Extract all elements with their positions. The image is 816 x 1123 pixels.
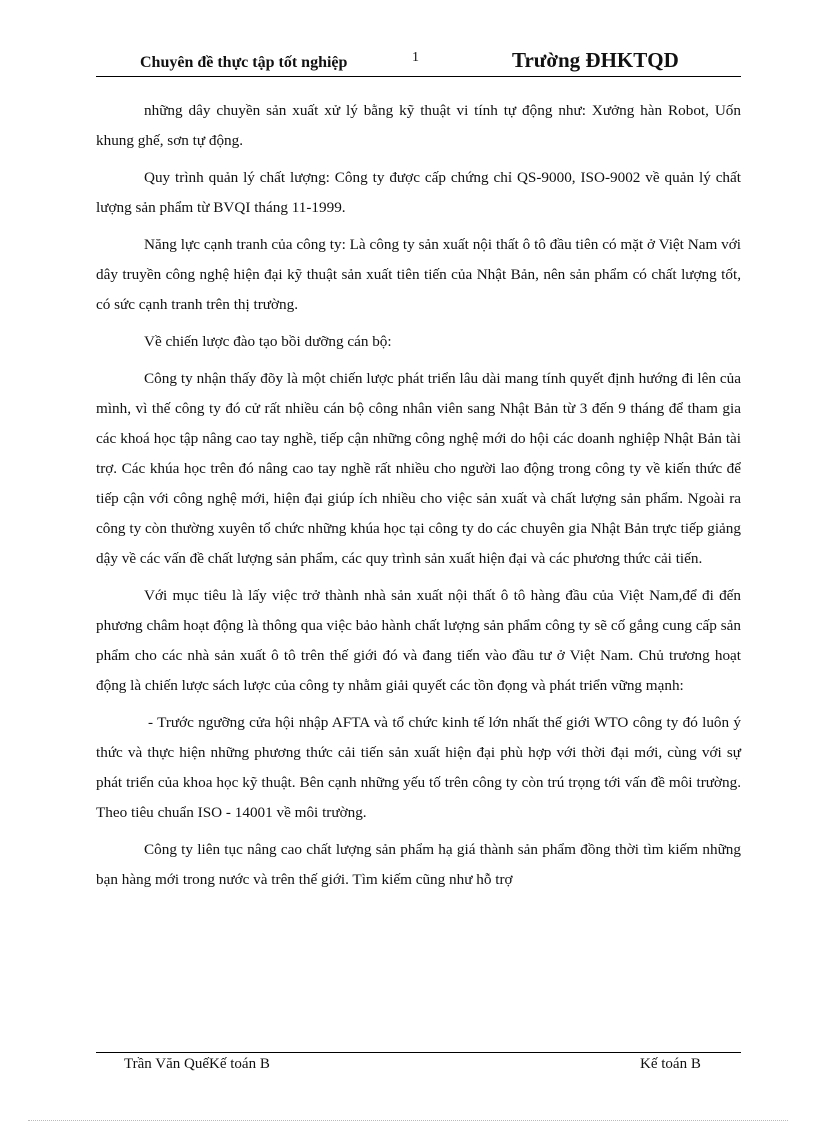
header-title: Chuyên đề thực tập tốt nghiệp (140, 54, 348, 71)
paragraph: Về chiến lược đào tạo bồi dưỡng cán bộ: (144, 333, 392, 350)
header-divider (96, 76, 741, 77)
paragraph: Năng lực cạnh tranh của công ty: Là công ty sản xuất nội thất ô tô đầu tiên có mặt ở Việt Nam với dây truyền công nghệ hiện đại kỹ thuật sản xuất tiên tiến của Nhật Bản, nên sản phẩm có chất lượng tốt, có sức cạnh tranh trên thị trường. (96, 236, 741, 313)
footer-author: Trần Văn QuếKế toán B (124, 1056, 270, 1072)
page-edge (28, 1120, 788, 1121)
footer-department: Kế toán B (640, 1056, 701, 1072)
page-number: 1 (412, 50, 419, 65)
paragraph: Công ty nhận thấy đõy là một chiến lược phát triển lâu dài mang tính quyết định hướng đi lên của mình, vì thế công ty đó cử rất nhiều cán bộ công nhân viên sang Nhật Bản từ 3 đến 9 tháng để tham gia các khoá học tập nâng cao tay nghề, tiếp cận những công nghệ mới do hội các doanh nghiệp Nhật Bản tài trợ. Các khúa học trên đó nâng cao tay nghề rất nhiều cho người lao động trong công ty về kiến thức để tiếp cận với công nghệ mới, hiện đại giúp ích nhiều cho việc sản xuất và chất lượng sản phẩm. Ngoài ra công ty còn thường xuyên tổ chức những khúa học tại công ty do các chuyên gia Nhật Bản trực tiếp giảng dậy về các vấn đề chất lượng sản phẩm, các quy trình sản xuất hiện đại và các phương thức cải tiến. (96, 370, 741, 567)
footer-divider (96, 1052, 741, 1053)
paragraph: những dây chuyền sản xuất xử lý bằng kỹ thuật vi tính tự động như: Xưởng hàn Robot, Uốn khung ghế, sơn tự động. (96, 102, 741, 149)
paragraph: Quy trình quản lý chất lượng: Công ty được cấp chứng chỉ QS-9000, ISO-9002 về quản lý chất lượng sản phẩm từ BVQI tháng 11-1999. (96, 169, 741, 216)
header-school: Trường ĐHKTQD (512, 48, 679, 72)
paragraph: - Trước ngưỡng cửa hội nhập AFTA và tổ chức kinh tế lớn nhất thế giới WTO công ty đó luôn ý thức và thực hiện những phương thức cải tiến sản xuất hiện đại phù hợp với thời đại mới, cùng với sự phát triển của khoa học kỹ thuật. Bên cạnh những yếu tố trên công ty còn trú trọng tới vấn đề môi trường. Theo tiêu chuẩn ISO - 14001 về môi trường. (96, 714, 741, 821)
document-body (96, 96, 741, 902)
paragraph: Công ty liên tục nâng cao chất lượng sản phẩm hạ giá thành sản phẩm đồng thời tìm kiếm những bạn hàng mới trong nước và trên thế giới. Tìm kiếm cũng như hỗ trợ (96, 841, 741, 888)
page-header (96, 46, 741, 78)
paragraph: Với mục tiêu là lấy việc trở thành nhà sản xuất nội thất ô tô hàng đầu của Việt Nam,để đi đến phương châm hoạt động là thông qua việc bảo hành chất lượng sản phẩm công ty sẽ cố gắng cung cấp sản phẩm cho các nhà sản xuất ô tô trên thế giới đó và đang tiến vào đầu tư ở Việt Nam. Chủ trương hoạt động là chiến lược sách lược của công ty nhằm giải quyết các tồn đọng và phát triển vững mạnh: (96, 587, 741, 694)
